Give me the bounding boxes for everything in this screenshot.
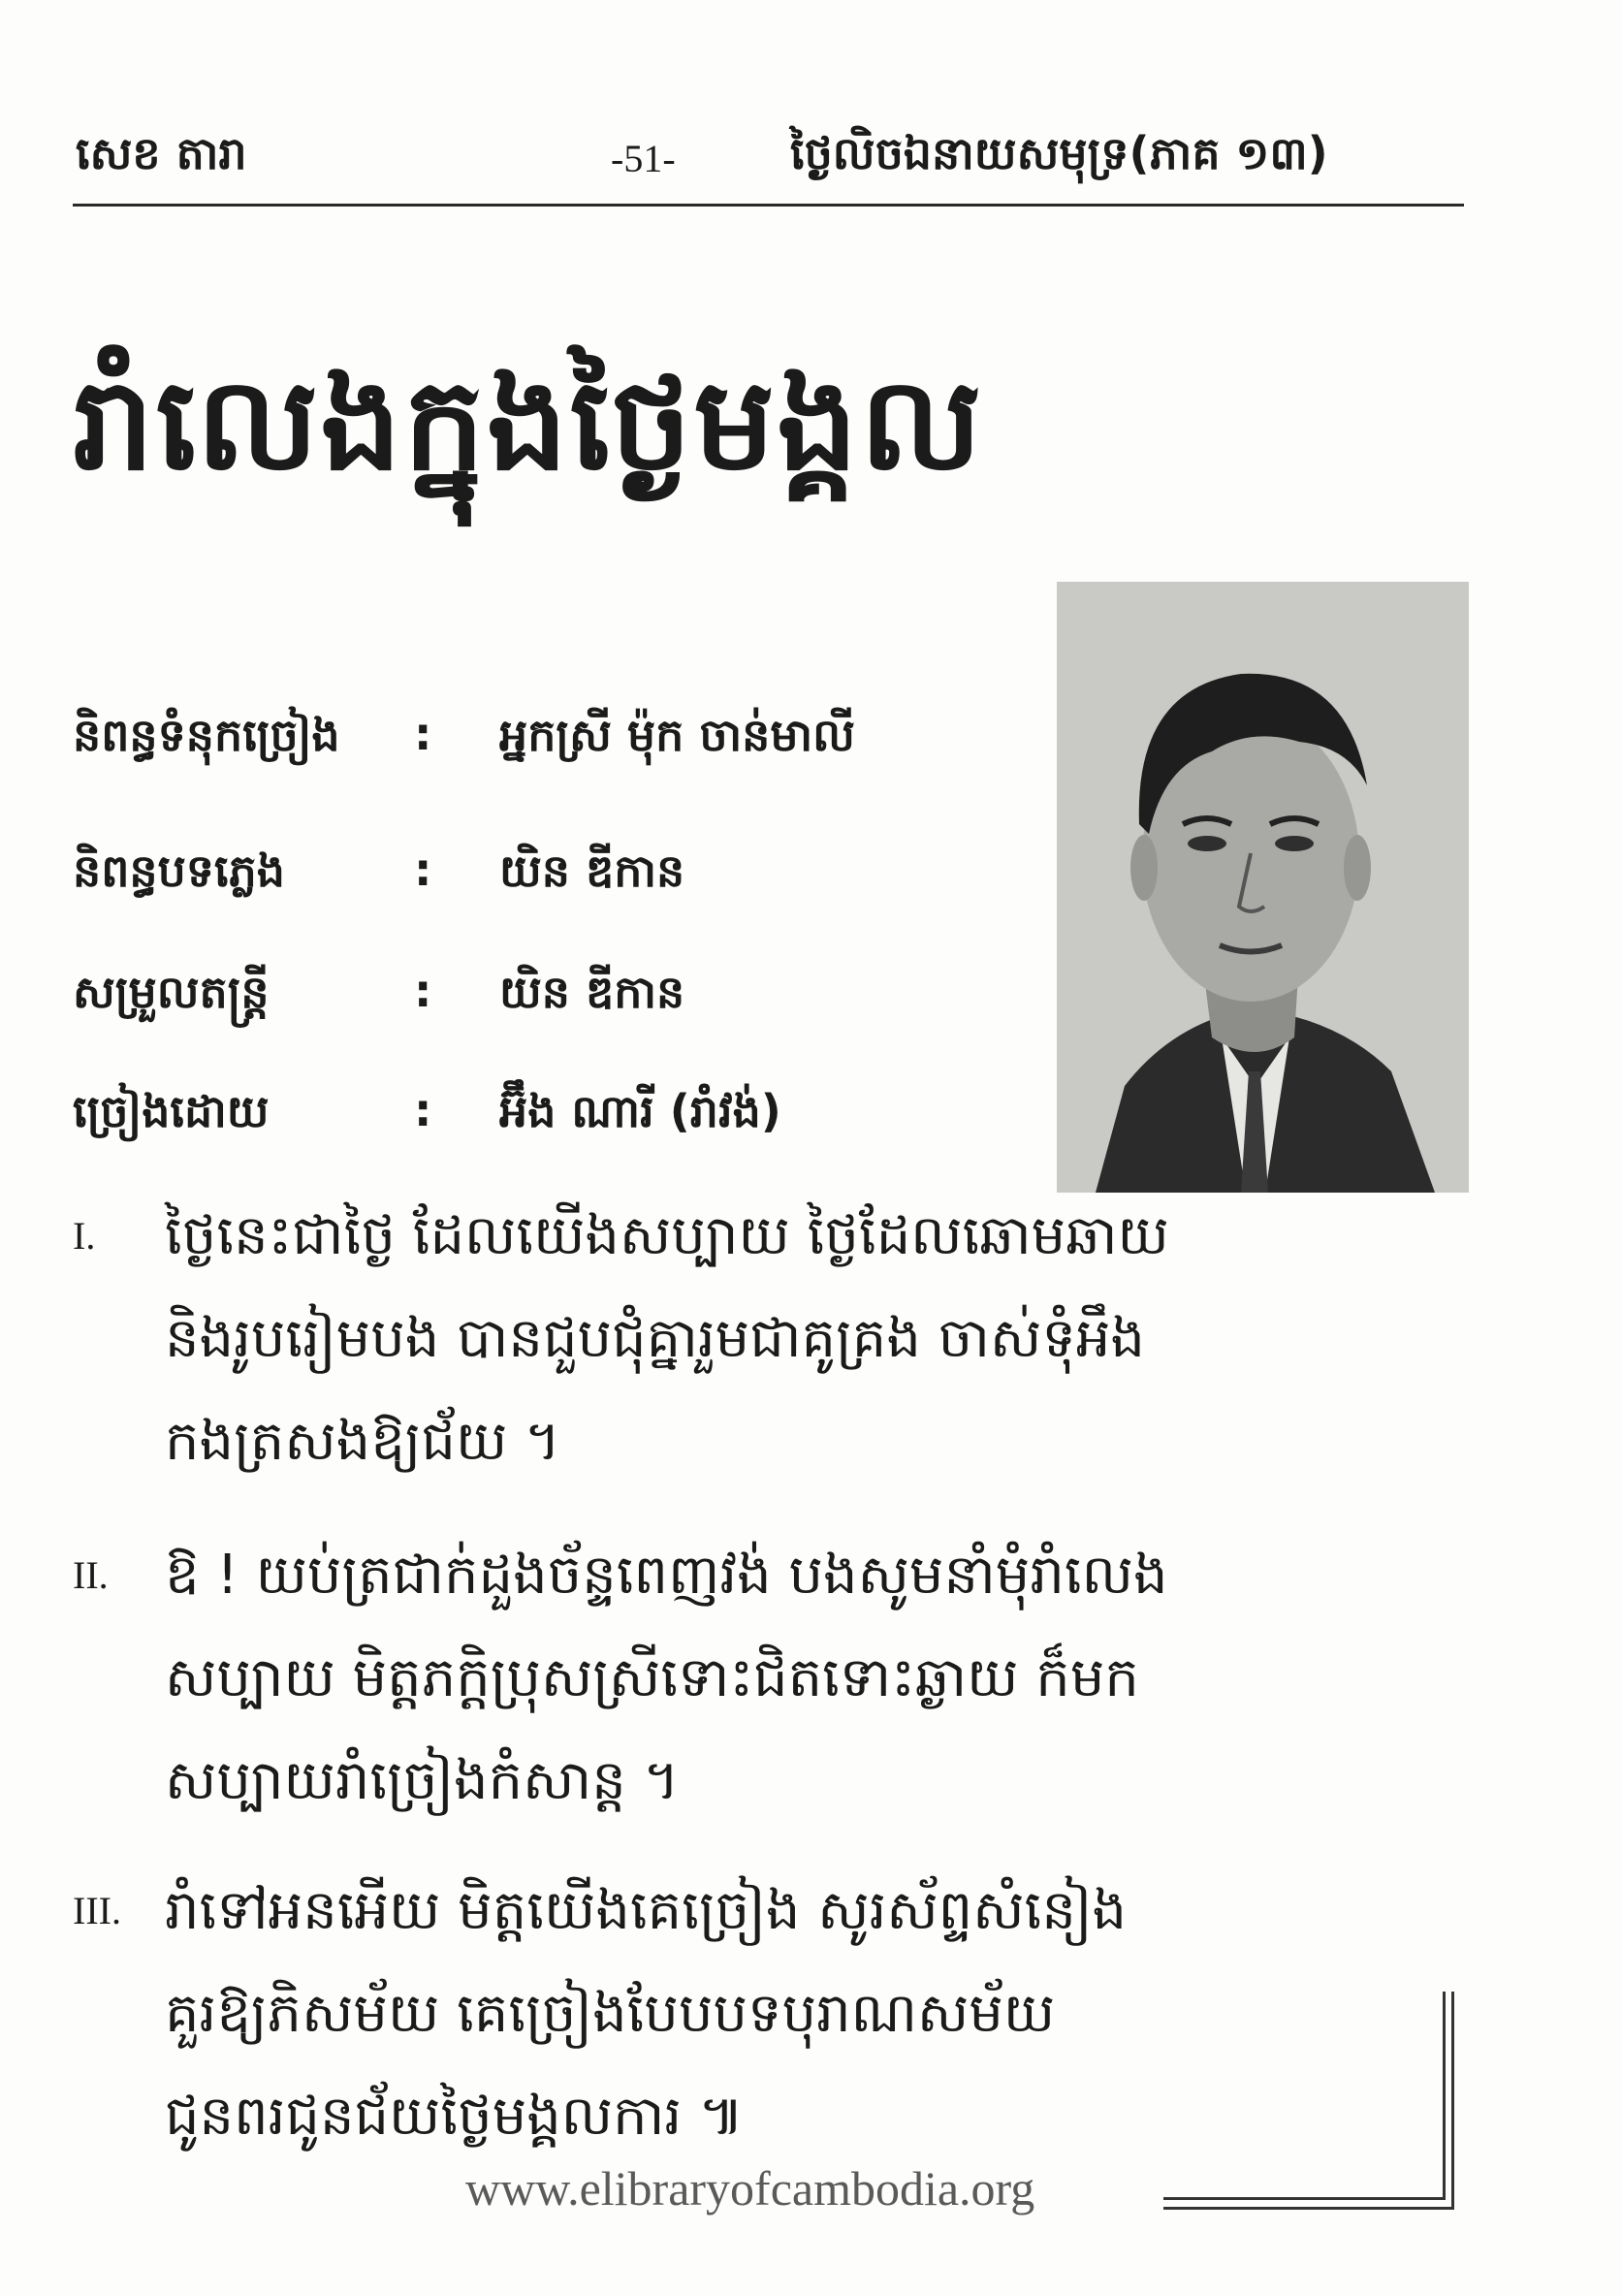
credit-label: ច្រៀងដោយ <box>73 1085 270 1137</box>
credit-value: យិន ឌីកាន <box>499 966 685 1018</box>
credit-separator: : <box>414 1084 432 1136</box>
verse-number: III. <box>73 1889 121 1932</box>
ornament-bracket-line <box>1451 1992 1454 2210</box>
verse-number: I. <box>73 1214 96 1258</box>
verse-line: សប្បាយរាំច្រៀងកំសាន្ត ។ <box>165 1749 680 1812</box>
credit-separator: : <box>414 965 432 1017</box>
header-rule <box>73 204 1464 207</box>
verse-line: រាំទៅអនអើយ មិត្តយើងគេច្រៀង សូរស័ព្ទសំនៀង <box>165 1879 1128 1942</box>
verse-lines <box>165 1524 1168 1833</box>
credit-value: យិន ឌីកាន <box>499 845 685 897</box>
ornament-bracket-line <box>1163 2207 1454 2210</box>
verse-line: ឱ ! យប់ត្រជាក់ដួងច័ន្ទពេញវង់ បងសូមនាំមុំរាំលេង <box>165 1544 1168 1607</box>
credit-separator: : <box>414 844 432 896</box>
verse-lines <box>165 1860 1127 2168</box>
ornament-bracket-line <box>1443 1992 1446 2200</box>
header-author: សេខ តារា <box>76 127 247 179</box>
verse-line: គួរឱ្យភិសម័យ គេច្រៀងបែបបទបុរាណសម័យ <box>165 1982 1056 2045</box>
verse-line: សប្បាយ មិត្តភក្តិប្រុសស្រីទោះជិតទោះឆ្ងាយ ក៏មក <box>165 1646 1139 1709</box>
verse-number: II. <box>73 1553 109 1597</box>
verse-line: ជូនពរជូនជ័យថ្ងៃមង្គលការ ៕ <box>165 2085 745 2148</box>
portrait-photo <box>1057 582 1469 1193</box>
header-page-number: -51- <box>611 137 676 180</box>
verse-line: និងរូបរៀមបង បានជួបជុំគ្នារួមជាគូគ្រង ចាស់ទុំអឹង <box>165 1307 1145 1370</box>
portrait-illustration <box>1057 582 1469 1193</box>
song-title: រាំលេងក្នុងថ្ងៃមង្គល <box>73 350 984 499</box>
credit-label: និពន្ធបទភ្លេង <box>73 845 285 897</box>
verse-lines <box>165 1185 1169 1493</box>
watermark-url: www.elibraryofcambodia.org <box>465 2161 1035 2216</box>
credit-label: សម្រួលតន្ត្រី <box>73 966 270 1018</box>
credit-separator: : <box>414 708 432 760</box>
credit-value: អ្នកស្រី ម៉ុក ចាន់មាលី <box>499 709 855 761</box>
credit-label: និពន្ធទំនុកច្រៀង <box>73 709 340 761</box>
header-book-title: ថ្ងៃលិចឯនាយសមុទ្រ(ភាគ ១៣) <box>790 127 1328 179</box>
verse-line: ថ្ងៃនេះជាថ្ងៃ ដែលយើងសប្បាយ ថ្ងៃដែលឆោមឆាយ <box>165 1204 1169 1267</box>
verse-line: កងត្រសងឱ្យជ័យ ។ <box>165 1410 560 1473</box>
credit-value: អ៊ឹង ណារី (រាំវង់) <box>499 1085 781 1137</box>
ornament-bracket-line <box>1163 2197 1446 2200</box>
